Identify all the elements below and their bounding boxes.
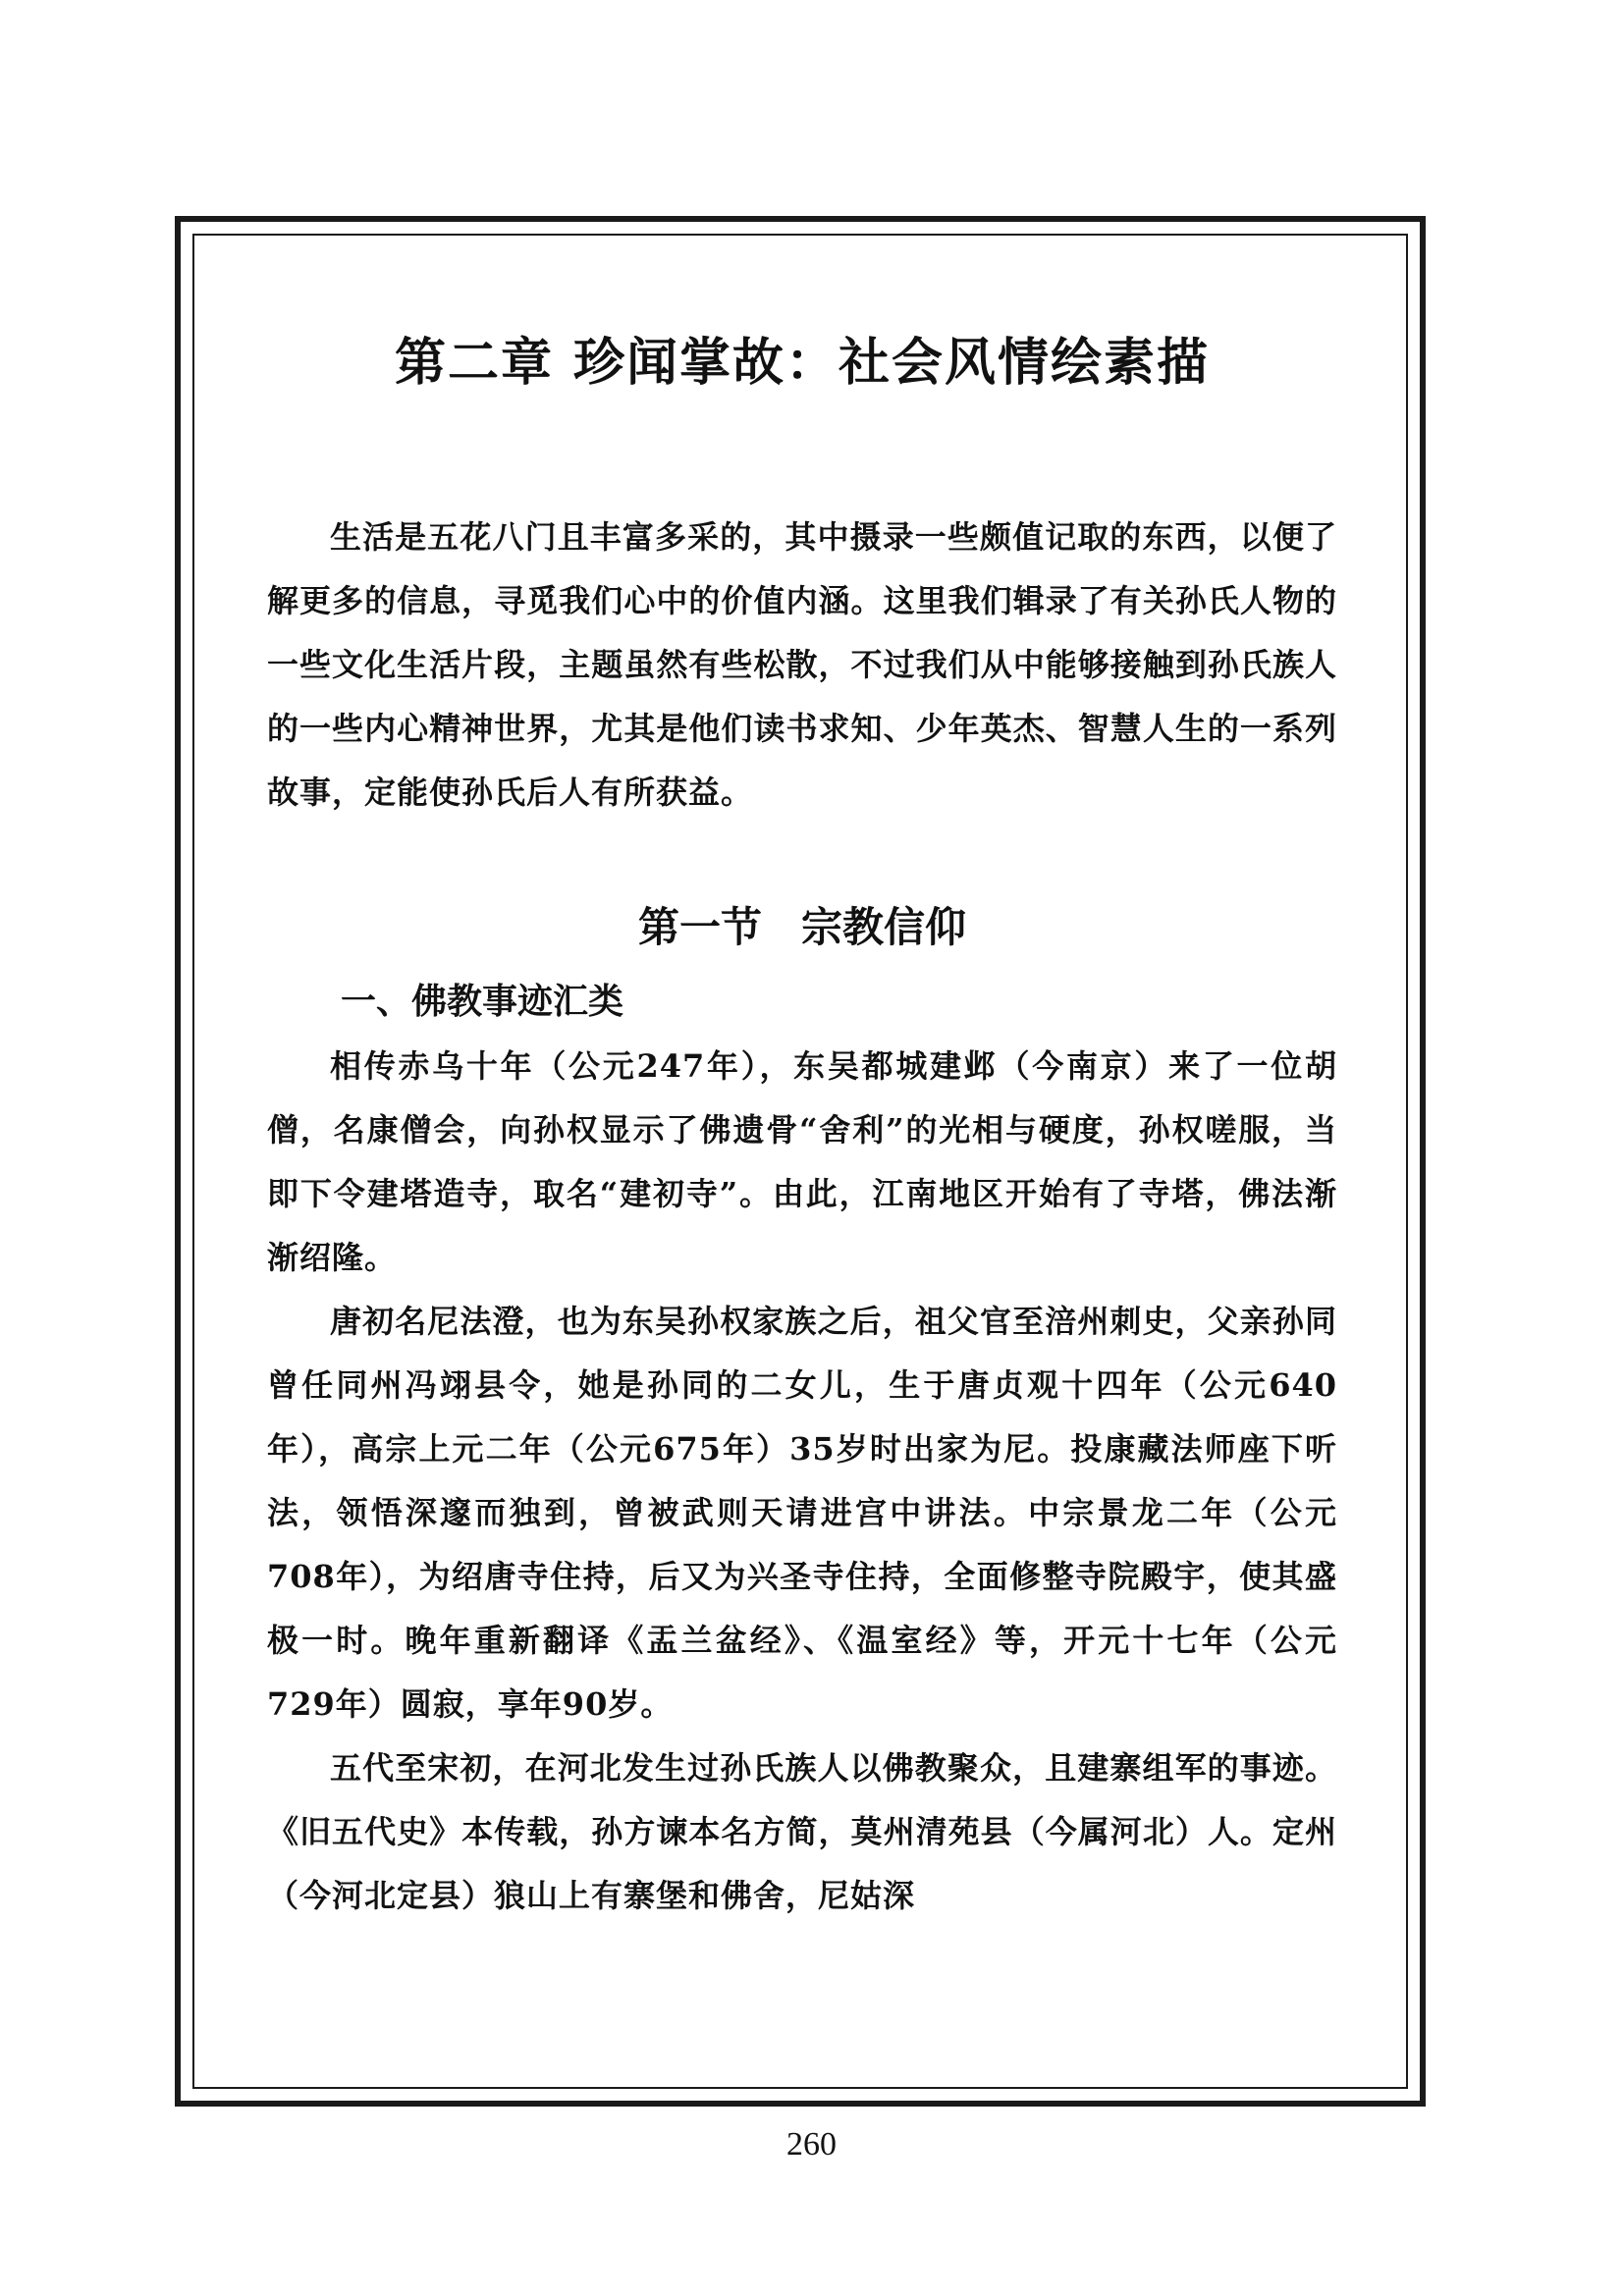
- body-paragraph: 唐初名尼法澄，也为东吴孙权家族之后，祖父官至涪州刺史，父亲孙同曾任同州冯翊县令，她是孙同的二女儿，生于唐贞观十四年（公元640年），高宗上元二年（公元675年）35岁时出家为尼。投康藏法师座下听法，领悟深邃而独到，曾被武则天请进宫中讲法。中宗景龙二年（公元708年），为绍唐寺住持，后又为兴圣寺住持，全面修整寺院殿宇，使其盛极一时。晚年重新翻译《盂兰盆经》、《温室经》等，开元十七年（公元729年）圆寂，享年90岁。: [267, 1303, 1337, 1723]
- page-content: [267, 314, 1337, 1928]
- section-number: 第一节: [637, 903, 762, 951]
- page-number: 260: [786, 2126, 837, 2163]
- section-name: 宗教信仰: [801, 903, 967, 951]
- section-title: [267, 893, 1337, 962]
- chapter-intro: [267, 506, 1337, 825]
- subsection-title: 一、佛教事迹汇类: [341, 981, 624, 1022]
- body-paragraph: 五代至宋初，在河北发生过孙氏族人以佛教聚众，且建寨组军的事迹。《旧五代史》本传载，孙方谏本名方简，莫州清苑县（今属河北）人。定州（今河北定县）狼山上有寨堡和佛舍，尼姑深: [267, 1749, 1337, 1914]
- section-body: [267, 1035, 1337, 1928]
- intro-paragraph: 生活是五花八门且丰富多采的，其中摄录一些颇值记取的东西，以便了解更多的信息，寻觅我们心中的价值内涵。这里我们辑录了有关孙氏人物的一些文化生活片段，主题虽然有些松散，不过我们从中能够接触到孙氏族人的一些内心精神世界，尤其是他们读书求知、少年英杰、智慧人生的一系列故事，定能使孙氏后人有所获益。: [267, 518, 1337, 811]
- chapter-title: 第二章 珍闻掌故：社会风情绘素描: [394, 333, 1211, 393]
- body-paragraph: 相传赤乌十年（公元247年），东吴都城建邺（今南京）来了一位胡僧，名康僧会，向孙权显示了佛遗骨“舍利”的光相与硬度，孙权嗟服，当即下令建塔造寺，取名“建初寺”。由此，江南地区开始有了寺塔，佛法渐渐绍隆。: [267, 1047, 1337, 1276]
